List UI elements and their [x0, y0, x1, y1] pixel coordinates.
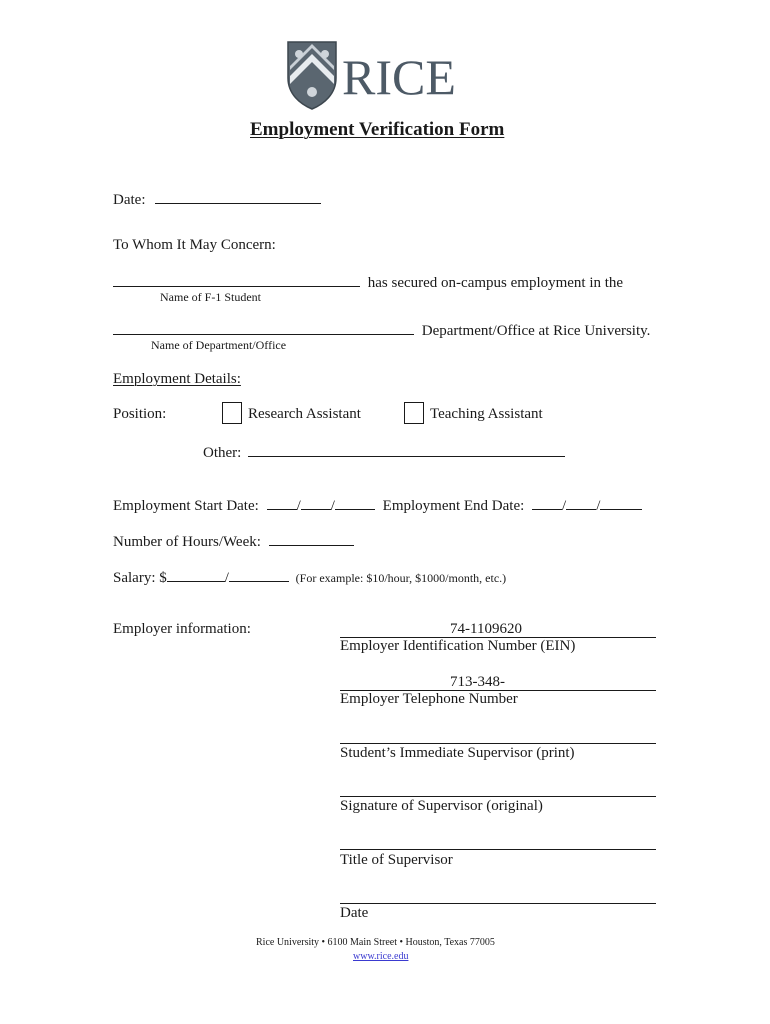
end-date-label: Employment End Date: — [382, 498, 525, 514]
department-field[interactable] — [113, 320, 414, 335]
salutation: To Whom It May Concern: — [113, 237, 276, 253]
research-assistant-label: Research Assistant — [248, 406, 361, 422]
other-row — [203, 442, 565, 462]
date-field[interactable] — [155, 189, 321, 204]
rice-wordmark: RICE — [342, 49, 456, 105]
signature-date-caption: Date — [340, 905, 369, 921]
student-line-text: has secured on-campus employment in the — [367, 275, 624, 291]
footer-address: Rice University • 6100 Main Street • Houston, Texas 77005 — [256, 937, 495, 948]
salary-label: Salary: $ — [113, 570, 167, 586]
dates-row: Employment Start Date: / / Employment End Date: / / — [113, 495, 642, 515]
salary-amount-field[interactable] — [167, 567, 225, 582]
rice-shield-icon — [286, 40, 338, 110]
end-date-year-field[interactable] — [600, 495, 642, 510]
salary-period-field[interactable] — [229, 567, 289, 582]
other-field[interactable] — [248, 442, 565, 457]
hours-row — [113, 531, 354, 551]
hours-field[interactable] — [269, 531, 354, 546]
department-line-text: Department/Office at Rice University. — [421, 323, 651, 339]
end-date-day-field[interactable] — [566, 495, 596, 510]
signature-line[interactable] — [340, 796, 656, 797]
student-caption: Name of F-1 Student — [160, 290, 261, 304]
teaching-assistant-checkbox[interactable] — [404, 402, 424, 424]
research-assistant-checkbox[interactable] — [222, 402, 242, 424]
position-label: Position: — [113, 406, 167, 422]
start-date-month-field[interactable] — [267, 495, 297, 510]
ein-caption: Employer Identification Number (EIN) — [340, 638, 576, 654]
salary-row: Salary: $ / (For example: $10/hour, $1000/month, etc.) — [113, 567, 506, 587]
telephone-value: 713-348- — [450, 674, 505, 690]
date-row — [113, 189, 321, 209]
footer-url[interactable]: www.rice.edu — [353, 951, 409, 962]
department-row — [113, 320, 650, 340]
other-label: Other: — [203, 445, 242, 461]
signature-date-line[interactable] — [340, 903, 656, 904]
start-date-day-field[interactable] — [301, 495, 331, 510]
form-title: Employment Verification Form — [250, 119, 505, 140]
start-date-label: Employment Start Date: — [113, 498, 259, 514]
start-date-year-field[interactable] — [335, 495, 375, 510]
teaching-assistant-label: Teaching Assistant — [430, 406, 543, 422]
employer-label: Employer information: — [113, 621, 251, 637]
hours-label: Number of Hours/Week: — [113, 534, 261, 550]
supervisor-title-line[interactable] — [340, 849, 656, 850]
signature-caption: Signature of Supervisor (original) — [340, 798, 543, 814]
salary-example: (For example: $10/hour, $1000/month, etc.) — [295, 571, 507, 585]
end-date-month-field[interactable] — [532, 495, 562, 510]
student-name-field[interactable] — [113, 272, 360, 287]
date-label: Date: — [113, 192, 146, 208]
supervisor-name-caption: Student’s Immediate Supervisor (print) — [340, 745, 575, 761]
telephone-caption: Employer Telephone Number — [340, 691, 518, 707]
supervisor-name-line[interactable] — [340, 743, 656, 744]
supervisor-title-caption: Title of Supervisor — [340, 852, 453, 868]
ein-value: 74-1109620 — [450, 621, 522, 637]
student-row — [113, 272, 623, 292]
department-caption: Name of Department/Office — [151, 338, 287, 352]
details-heading: Employment Details: — [113, 371, 241, 387]
